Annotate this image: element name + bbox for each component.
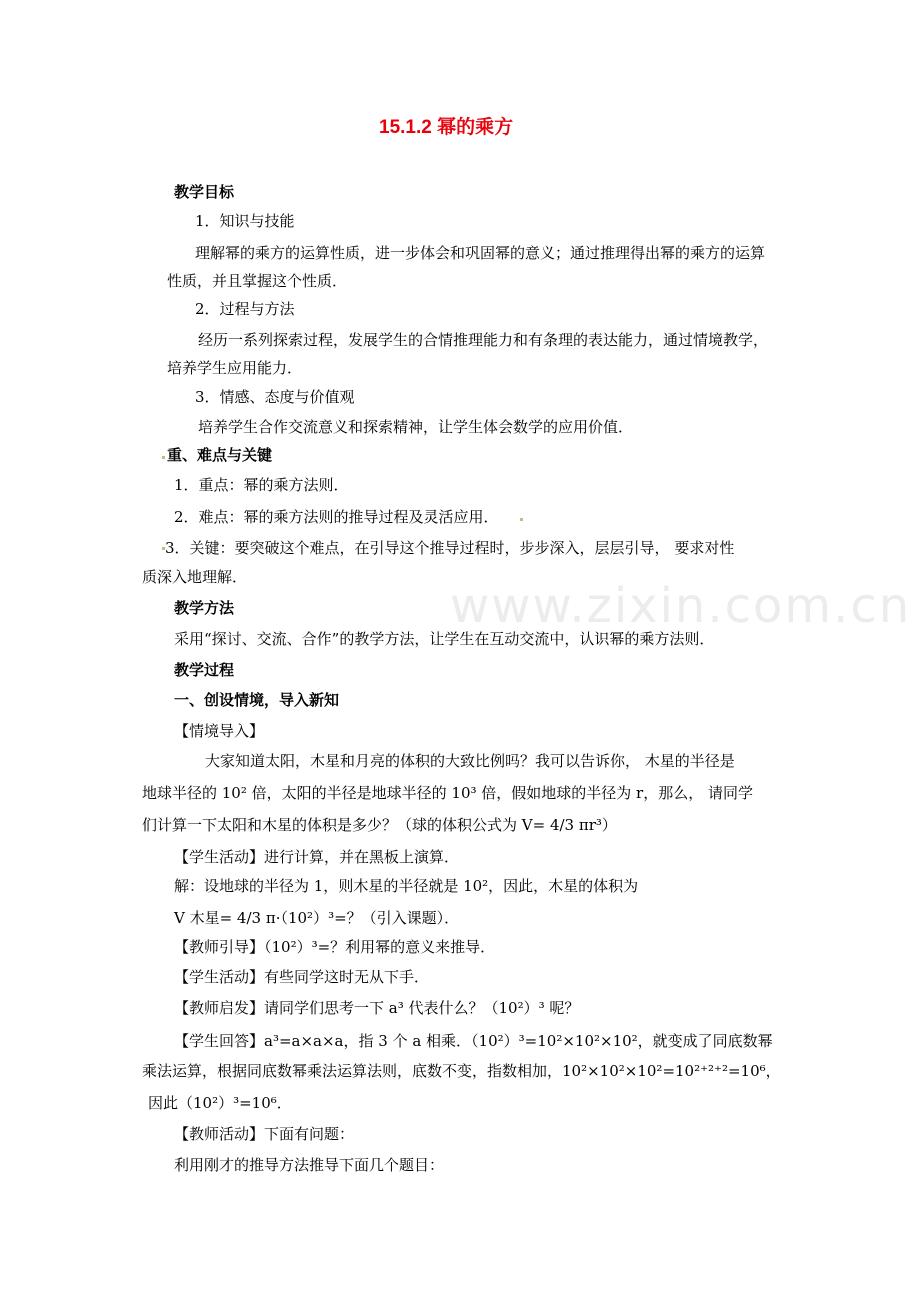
heading-key-points: 重、难点与关键: [167, 446, 273, 464]
key-point-3-line2: 质深入地理解．: [142, 568, 248, 586]
artifact-mark: [520, 518, 523, 521]
goal3-heading: 3．情感、态度与价值观: [195, 388, 355, 406]
watermark: www.zixin.com.cn: [450, 578, 912, 634]
scene-line3: 们计算一下太阳和木星的体积是多少？（球的体积公式为 V= 4/3 πr³）: [142, 816, 617, 834]
goal2-line1: 经历一系列探索过程，发展学生的合情推理能力和有条理的表达能力，通过情境教学，: [198, 331, 769, 349]
method-text: 采用“探讨、交流、合作”的教学方法，让学生在互动交流中，认识幂的乘方法则．: [174, 630, 715, 648]
solution-line2: V 木星= 4/3 π·（10²）³=？（引入课题）．: [174, 909, 460, 927]
heading-method: 教学方法: [174, 599, 235, 617]
goal1-heading: 1．知识与技能: [195, 212, 295, 230]
teacher-guide: 【教师引导】（10²）³=？利用幂的意义来推导．: [174, 938, 496, 956]
goal2-heading: 2．过程与方法: [195, 300, 295, 318]
key-point-3-line1: 3．关键：要突破这个难点，在引导这个推导过程时，步步深入，层层引导， 要求对性: [165, 539, 735, 557]
student-answer-line1: 【学生回答】a³=a×a×a，指 3 个 a 相乘．（10²）³=10²×10²×10²，就变成了同底数幂: [174, 1032, 773, 1050]
student-activity-1: 【学生活动】进行计算，并在黑板上演算．: [174, 848, 460, 866]
goal3-line1: 培养学生合作交流意义和探索精神，让学生体会数学的应用价值．: [198, 418, 634, 436]
scene-line2: 地球半径的 10² 倍，太阳的半径是地球半径的 10³ 倍，假如地球的半径为 r，那么， 请同学: [142, 784, 753, 802]
scene-line1: 大家知道太阳，木星和月亮的体积的大致比例吗？我可以告诉你， 木星的半径是: [205, 752, 735, 770]
heading-process: 教学过程: [174, 661, 235, 679]
student-activity-2: 【学生活动】有些同学这时无从下手．: [174, 968, 430, 986]
scene-label: 【情境导入】: [174, 722, 265, 740]
student-answer-line2: 乘法运算，根据同底数幂乘法运算法则，底数不变，指数相加，10²×10²×10²=10²⁺²⁺²=10⁶，: [142, 1062, 781, 1080]
last-line: 利用刚才的推导方法推导下面几个题目：: [174, 1156, 445, 1174]
artifact-mark: [162, 456, 165, 459]
teacher-inspire: 【教师启发】请同学们思考一下 a³ 代表什么？（10²）³ 呢？: [174, 999, 580, 1017]
goal1-line2: 性质，并且掌握这个性质．: [167, 272, 348, 290]
solution-line1: 解：设地球的半径为 1，则木星的半径就是 10²，因此，木星的体积为: [174, 877, 639, 895]
heading-goals: 教学目标: [174, 183, 235, 201]
student-answer-line3: 因此（10²）³=10⁶．: [148, 1094, 292, 1112]
goal2-line2: 培养学生应用能力．: [167, 359, 303, 377]
key-point-2: 2．难点：幂的乘方法则的推导过程及灵活应用．: [174, 508, 499, 526]
document-title: 15.1.2 幂的乘方: [379, 117, 514, 138]
teacher-activity: 【教师活动】下面有问题：: [174, 1125, 355, 1143]
key-point-1: 1．重点：幂的乘方法则．: [174, 476, 349, 494]
section1-heading: 一、创设情境，导入新知: [174, 691, 340, 709]
goal1-line1: 理解幂的乘方的运算性质，进一步体会和巩固幂的意义；通过推理得出幂的乘方的运算: [195, 244, 766, 262]
